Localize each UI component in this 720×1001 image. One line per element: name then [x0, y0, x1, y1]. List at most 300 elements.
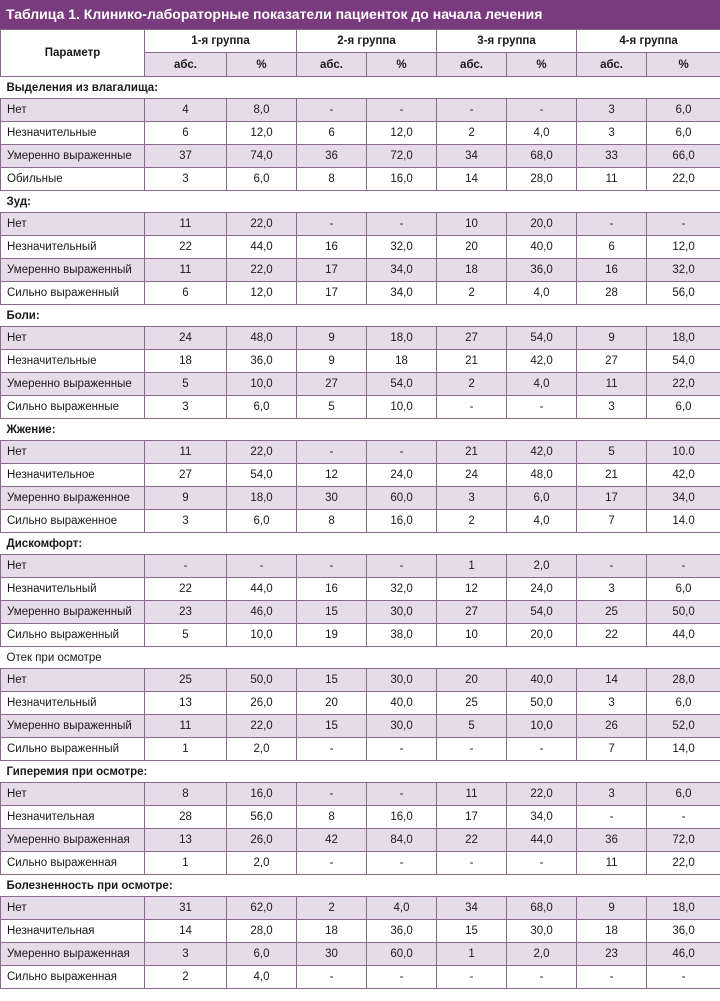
pct-cell: 34,0	[647, 487, 720, 510]
abs-cell: 3	[577, 783, 647, 806]
pct-cell: 34,0	[367, 259, 437, 282]
section-row	[1, 191, 720, 213]
abs-cell: -	[437, 99, 507, 122]
pct-cell: 6,0	[227, 510, 297, 533]
pct-cell: 42,0	[507, 441, 577, 464]
pct-cell: 12,0	[647, 236, 720, 259]
abs-cell: 3	[577, 578, 647, 601]
pct-cell: 56,0	[227, 806, 297, 829]
pct-cell: 36,0	[507, 259, 577, 282]
pct-header: %	[367, 53, 437, 77]
pct-cell: 18,0	[647, 327, 720, 350]
abs-cell: 3	[577, 396, 647, 419]
pct-cell: -	[367, 99, 437, 122]
row-label: Сильно выраженный	[1, 282, 145, 305]
pct-cell: 54,0	[227, 464, 297, 487]
pct-cell: 4,0	[367, 897, 437, 920]
abs-header: абс.	[577, 53, 647, 77]
abs-cell: 6	[145, 122, 227, 145]
abs-cell: 24	[145, 327, 227, 350]
abs-cell: 14	[145, 920, 227, 943]
abs-cell: -	[577, 966, 647, 989]
table-row	[1, 738, 720, 761]
pct-header: %	[647, 53, 720, 77]
pct-cell: 30,0	[507, 920, 577, 943]
section-row	[1, 761, 720, 783]
table-row	[1, 145, 720, 168]
pct-cell: 32,0	[647, 259, 720, 282]
table-row	[1, 829, 720, 852]
abs-cell: 2	[437, 122, 507, 145]
abs-cell: 22	[577, 624, 647, 647]
abs-header: абс.	[145, 53, 227, 77]
row-label: Незначительный	[1, 578, 145, 601]
abs-cell: 27	[437, 601, 507, 624]
pct-cell: 66,0	[647, 145, 720, 168]
table-row	[1, 213, 720, 236]
table-row	[1, 441, 720, 464]
abs-cell: 27	[145, 464, 227, 487]
abs-cell: 10	[437, 213, 507, 236]
abs-cell: 17	[297, 259, 367, 282]
pct-cell: 6,0	[647, 692, 720, 715]
pct-cell: 32,0	[367, 236, 437, 259]
pct-cell: 48,0	[507, 464, 577, 487]
table-row	[1, 487, 720, 510]
abs-cell: -	[297, 213, 367, 236]
abs-header: абс.	[297, 53, 367, 77]
row-label: Незначительные	[1, 350, 145, 373]
pct-cell: 36,0	[227, 350, 297, 373]
row-label: Умеренно выраженное	[1, 487, 145, 510]
row-label: Сильно выраженная	[1, 966, 145, 989]
abs-cell: 28	[145, 806, 227, 829]
abs-cell: 25	[437, 692, 507, 715]
abs-cell: 18	[437, 259, 507, 282]
abs-cell: 27	[577, 350, 647, 373]
table-row	[1, 943, 720, 966]
table-row	[1, 122, 720, 145]
abs-cell: 3	[577, 99, 647, 122]
table-row	[1, 464, 720, 487]
pct-cell: -	[367, 852, 437, 875]
abs-cell: 31	[145, 897, 227, 920]
abs-cell: 16	[297, 236, 367, 259]
table-row	[1, 601, 720, 624]
pct-cell: 2,0	[227, 852, 297, 875]
pct-cell: 40,0	[507, 236, 577, 259]
abs-cell: 42	[297, 829, 367, 852]
abs-cell: -	[437, 966, 507, 989]
pct-cell: 38,0	[367, 624, 437, 647]
abs-cell: 12	[297, 464, 367, 487]
pct-cell: 40,0	[507, 669, 577, 692]
pct-cell: 46,0	[227, 601, 297, 624]
row-label: Умеренно выраженная	[1, 943, 145, 966]
section-title: Дискомфорт:	[1, 533, 720, 555]
abs-cell: 20	[297, 692, 367, 715]
table-row	[1, 692, 720, 715]
pct-cell: 42,0	[647, 464, 720, 487]
row-label: Нет	[1, 555, 145, 578]
abs-cell: 1	[145, 738, 227, 761]
pct-cell: -	[227, 555, 297, 578]
pct-cell: 74,0	[227, 145, 297, 168]
pct-cell: 14,0	[647, 738, 720, 761]
abs-cell: 27	[437, 327, 507, 350]
pct-cell: 54,0	[367, 373, 437, 396]
abs-cell: 13	[145, 829, 227, 852]
abs-cell: 3	[577, 122, 647, 145]
pct-cell: 26,0	[227, 829, 297, 852]
row-label: Нет	[1, 327, 145, 350]
pct-cell: 34,0	[367, 282, 437, 305]
pct-cell: 30,0	[367, 715, 437, 738]
pct-cell: -	[647, 806, 720, 829]
pct-cell: 6,0	[647, 396, 720, 419]
abs-cell: 9	[145, 487, 227, 510]
section-title: Отек при осмотре	[1, 647, 720, 669]
abs-cell: 5	[437, 715, 507, 738]
abs-cell: -	[297, 852, 367, 875]
group-4-header: 4-я группа	[577, 30, 720, 53]
pct-cell: 46,0	[647, 943, 720, 966]
pct-cell: 6,0	[647, 99, 720, 122]
abs-cell: 3	[145, 168, 227, 191]
pct-cell: 50,0	[507, 692, 577, 715]
row-label: Умеренно выраженные	[1, 145, 145, 168]
abs-cell: 36	[297, 145, 367, 168]
section-row	[1, 647, 720, 669]
pct-cell: 62,0	[227, 897, 297, 920]
table-row	[1, 783, 720, 806]
abs-cell: 11	[577, 168, 647, 191]
abs-cell: 26	[577, 715, 647, 738]
pct-cell: 2,0	[507, 943, 577, 966]
abs-cell: 2	[437, 510, 507, 533]
table-row	[1, 373, 720, 396]
abs-cell: 6	[145, 282, 227, 305]
pct-cell: 72,0	[367, 145, 437, 168]
abs-cell: 12	[437, 578, 507, 601]
pct-cell: -	[507, 396, 577, 419]
pct-cell: 36,0	[367, 920, 437, 943]
abs-cell: 5	[577, 441, 647, 464]
pct-cell: 22,0	[227, 441, 297, 464]
pct-cell: 12,0	[227, 122, 297, 145]
abs-cell: 1	[437, 943, 507, 966]
abs-cell: 14	[577, 669, 647, 692]
table-row	[1, 327, 720, 350]
row-label: Незначительная	[1, 920, 145, 943]
abs-cell: 30	[297, 487, 367, 510]
row-label: Умеренно выраженный	[1, 259, 145, 282]
pct-cell: 4,0	[227, 966, 297, 989]
abs-cell: -	[577, 213, 647, 236]
table-row	[1, 396, 720, 419]
abs-cell: 9	[577, 327, 647, 350]
pct-cell: 12,0	[367, 122, 437, 145]
pct-cell: 28,0	[647, 669, 720, 692]
pct-cell: 56,0	[647, 282, 720, 305]
pct-cell: 18,0	[367, 327, 437, 350]
abs-cell: 22	[145, 236, 227, 259]
table-row	[1, 966, 720, 989]
row-label: Умеренно выраженный	[1, 601, 145, 624]
abs-cell: -	[297, 555, 367, 578]
table-row	[1, 578, 720, 601]
abs-cell: 1	[437, 555, 507, 578]
row-label: Сильно выраженное	[1, 510, 145, 533]
section-row	[1, 533, 720, 555]
abs-cell: 14	[437, 168, 507, 191]
abs-cell: 2	[145, 966, 227, 989]
abs-cell: 7	[577, 510, 647, 533]
row-label: Умеренно выраженные	[1, 373, 145, 396]
table-row	[1, 715, 720, 738]
pct-cell: 54,0	[647, 350, 720, 373]
abs-cell: 8	[145, 783, 227, 806]
abs-cell: 37	[145, 145, 227, 168]
table-row	[1, 350, 720, 373]
section-title: Зуд:	[1, 191, 720, 213]
row-label: Нет	[1, 897, 145, 920]
pct-cell: 34,0	[507, 806, 577, 829]
row-label: Нет	[1, 669, 145, 692]
abs-cell: 17	[577, 487, 647, 510]
pct-cell: 36,0	[647, 920, 720, 943]
row-label: Сильно выраженный	[1, 738, 145, 761]
pct-cell: 24,0	[367, 464, 437, 487]
abs-cell: 30	[297, 943, 367, 966]
abs-cell: 9	[297, 327, 367, 350]
abs-cell: 20	[437, 669, 507, 692]
pct-cell: 16,0	[367, 168, 437, 191]
pct-cell: 6,0	[227, 396, 297, 419]
abs-cell: 5	[145, 624, 227, 647]
abs-cell: 5	[297, 396, 367, 419]
row-label: Умеренно выраженный	[1, 715, 145, 738]
abs-cell: -	[437, 852, 507, 875]
abs-cell: 25	[577, 601, 647, 624]
abs-cell: 8	[297, 168, 367, 191]
pct-cell: 50,0	[647, 601, 720, 624]
pct-cell: 18,0	[647, 897, 720, 920]
pct-cell: 22,0	[227, 259, 297, 282]
abs-cell: -	[297, 738, 367, 761]
abs-cell: 15	[437, 920, 507, 943]
abs-cell: 1	[145, 852, 227, 875]
pct-cell: -	[507, 852, 577, 875]
section-title: Гиперемия при осмотре:	[1, 761, 720, 783]
pct-cell: 6,0	[647, 578, 720, 601]
pct-cell: 6,0	[647, 783, 720, 806]
row-label: Обильные	[1, 168, 145, 191]
pct-cell: 8,0	[227, 99, 297, 122]
abs-cell: 11	[577, 373, 647, 396]
abs-header: абс.	[437, 53, 507, 77]
abs-cell: 11	[145, 715, 227, 738]
abs-cell: 7	[577, 738, 647, 761]
abs-cell: 23	[145, 601, 227, 624]
abs-cell: -	[297, 99, 367, 122]
row-label: Нет	[1, 783, 145, 806]
pct-cell: 10,0	[227, 373, 297, 396]
pct-cell: 2,0	[507, 555, 577, 578]
pct-cell: 72,0	[647, 829, 720, 852]
section-row	[1, 875, 720, 897]
pct-cell: 22,0	[647, 373, 720, 396]
pct-cell: -	[367, 555, 437, 578]
abs-cell: 8	[297, 806, 367, 829]
abs-cell: 3	[145, 943, 227, 966]
pct-cell: 4,0	[507, 122, 577, 145]
pct-cell: 68,0	[507, 145, 577, 168]
abs-cell: -	[297, 441, 367, 464]
pct-cell: 30,0	[367, 601, 437, 624]
row-label: Сильно выраженная	[1, 852, 145, 875]
pct-cell: -	[367, 213, 437, 236]
pct-cell: 10,0	[227, 624, 297, 647]
abs-cell: 2	[437, 282, 507, 305]
pct-cell: 6,0	[647, 122, 720, 145]
row-label: Сильно выраженный	[1, 624, 145, 647]
table-row	[1, 852, 720, 875]
row-label: Сильно выраженные	[1, 396, 145, 419]
pct-cell: -	[507, 738, 577, 761]
pct-cell: 10,0	[507, 715, 577, 738]
pct-cell: -	[507, 99, 577, 122]
pct-cell: 28,0	[507, 168, 577, 191]
abs-cell: 11	[437, 783, 507, 806]
pct-cell: 16,0	[227, 783, 297, 806]
abs-cell: 3	[437, 487, 507, 510]
section-row	[1, 305, 720, 327]
abs-cell: 11	[145, 213, 227, 236]
pct-cell: -	[647, 213, 720, 236]
pct-cell: -	[647, 555, 720, 578]
pct-cell: 30,0	[367, 669, 437, 692]
pct-cell: 14.0	[647, 510, 720, 533]
abs-cell: 18	[577, 920, 647, 943]
abs-cell: 22	[437, 829, 507, 852]
pct-cell: 60,0	[367, 487, 437, 510]
abs-cell: 5	[145, 373, 227, 396]
abs-cell: 17	[437, 806, 507, 829]
section-row	[1, 419, 720, 441]
group-1-header: 1-я группа	[145, 30, 297, 53]
table-row	[1, 168, 720, 191]
pct-cell: 20,0	[507, 624, 577, 647]
abs-cell: 23	[577, 943, 647, 966]
abs-cell: 21	[437, 350, 507, 373]
abs-cell: 8	[297, 510, 367, 533]
abs-cell: 2	[437, 373, 507, 396]
abs-cell: 33	[577, 145, 647, 168]
pct-cell: 32,0	[367, 578, 437, 601]
pct-cell: 50,0	[227, 669, 297, 692]
pct-cell: 16,0	[367, 806, 437, 829]
abs-cell: 3	[145, 396, 227, 419]
pct-cell: 22,0	[647, 852, 720, 875]
pct-cell: 18,0	[227, 487, 297, 510]
pct-header: %	[227, 53, 297, 77]
pct-cell: 44,0	[227, 236, 297, 259]
pct-cell: 16,0	[367, 510, 437, 533]
pct-cell: -	[367, 966, 437, 989]
abs-cell: 21	[577, 464, 647, 487]
row-label: Незначительная	[1, 806, 145, 829]
pct-cell: 4,0	[507, 373, 577, 396]
abs-cell: 27	[297, 373, 367, 396]
table-row	[1, 236, 720, 259]
table-row	[1, 555, 720, 578]
table-row	[1, 259, 720, 282]
pct-cell: 42,0	[507, 350, 577, 373]
pct-header: %	[507, 53, 577, 77]
pct-cell: 54,0	[507, 601, 577, 624]
table-title: Таблица 1. Клинико-лабораторные показатели пациенток до начала лечения	[0, 0, 720, 29]
pct-cell: 44,0	[507, 829, 577, 852]
row-label: Незначительный	[1, 236, 145, 259]
pct-cell: 84,0	[367, 829, 437, 852]
abs-cell: 18	[145, 350, 227, 373]
table-row	[1, 282, 720, 305]
pct-cell: -	[367, 738, 437, 761]
table-row	[1, 920, 720, 943]
abs-cell: 15	[297, 601, 367, 624]
table-row	[1, 510, 720, 533]
abs-cell: -	[437, 396, 507, 419]
abs-cell: 24	[437, 464, 507, 487]
abs-cell: 11	[145, 441, 227, 464]
row-label: Незначительный	[1, 692, 145, 715]
abs-cell: 15	[297, 715, 367, 738]
pct-cell: 10.0	[647, 441, 720, 464]
pct-cell: 4,0	[507, 282, 577, 305]
abs-cell: 20	[437, 236, 507, 259]
pct-cell: 6,0	[227, 168, 297, 191]
param-header: Параметр	[1, 30, 145, 77]
abs-cell: 21	[437, 441, 507, 464]
abs-cell: -	[297, 966, 367, 989]
pct-cell: 22,0	[227, 213, 297, 236]
pct-cell: 20,0	[507, 213, 577, 236]
section-title: Выделения из влагалища:	[1, 77, 720, 99]
abs-cell: 6	[577, 236, 647, 259]
abs-cell: 34	[437, 145, 507, 168]
abs-cell: 17	[297, 282, 367, 305]
abs-cell: 34	[437, 897, 507, 920]
pct-cell: 68,0	[507, 897, 577, 920]
pct-cell: 4,0	[507, 510, 577, 533]
row-label: Умеренно выраженная	[1, 829, 145, 852]
pct-cell: 60,0	[367, 943, 437, 966]
abs-cell: -	[577, 555, 647, 578]
abs-cell: 18	[297, 920, 367, 943]
table-body	[1, 77, 720, 989]
pct-cell: 28,0	[227, 920, 297, 943]
pct-cell: 44,0	[227, 578, 297, 601]
row-label: Незначительное	[1, 464, 145, 487]
abs-cell: 2	[297, 897, 367, 920]
pct-cell: 22,0	[227, 715, 297, 738]
row-label: Нет	[1, 99, 145, 122]
abs-cell: 4	[145, 99, 227, 122]
pct-cell: -	[367, 441, 437, 464]
abs-cell: -	[297, 783, 367, 806]
abs-cell: 9	[577, 897, 647, 920]
